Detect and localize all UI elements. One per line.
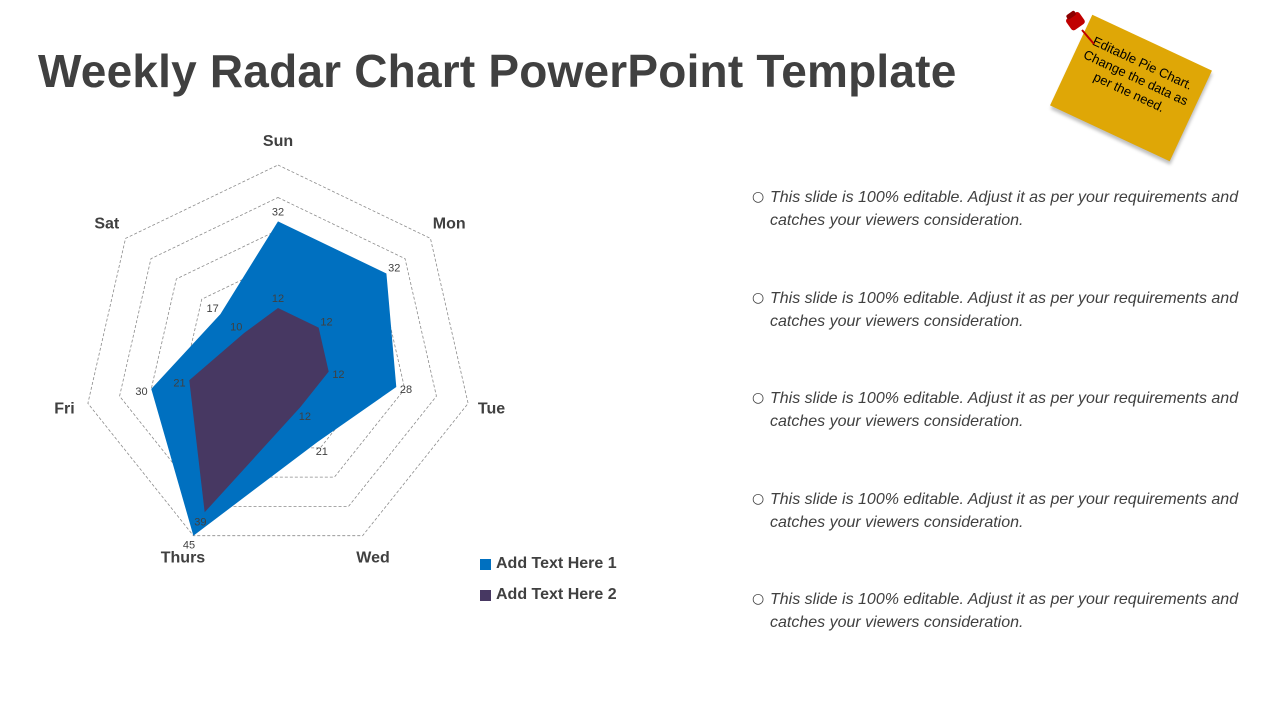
bullet-marker: ○ [752, 491, 765, 507]
bullet-marker: ○ [752, 591, 765, 607]
data-label: 28 [399, 384, 413, 397]
data-label: 32 [388, 262, 401, 275]
legend-label-series-1: Add Text Here 1 [496, 555, 617, 572]
category-label: Tue [477, 400, 506, 418]
bullet-text: This slide is 100% editable. Adjust it as per your requirements and catches your viewers consideration. [770, 591, 1239, 631]
legend-swatch-series-2 [480, 590, 491, 601]
data-label: 32 [271, 206, 285, 219]
bullet-marker: ○ [752, 189, 765, 205]
data-label: 21 [173, 377, 186, 390]
bullet-text: This slide is 100% editable. Adjust it as per your requirements and catches your viewers consideration. [770, 390, 1239, 430]
bullet-marker: ○ [752, 390, 765, 406]
bullet-item [752, 387, 1252, 433]
bullet-item [752, 588, 1252, 634]
bullet-item [752, 488, 1252, 534]
category-label: Sat [94, 215, 120, 233]
radar-chart [54, 133, 506, 610]
legend-item-series-2 [480, 586, 617, 604]
data-label: 12 [298, 410, 312, 423]
bullet-text: This slide is 100% editable. Adjust it as per your requirements and catches your viewers consideration. [770, 189, 1239, 229]
data-label: 10 [230, 321, 243, 334]
data-label: 12 [332, 368, 345, 381]
bullet-marker: ○ [752, 290, 765, 306]
legend-label-series-2: Add Text Here 2 [496, 586, 617, 603]
data-label: 12 [271, 293, 285, 305]
legend-swatch-series-1 [480, 559, 491, 570]
sticky-note-text: Editable Pie Chart. Change the data as per the need. [1081, 33, 1195, 116]
bullet-text: This slide is 100% editable. Adjust it as per your requirements and catches your viewers consideration. [770, 290, 1239, 330]
bullet-text: This slide is 100% editable. Adjust it as per your requirements and catches your viewers consideration. [770, 491, 1239, 531]
data-label: 30 [135, 386, 148, 399]
bullet-item [752, 287, 1252, 333]
category-label: Wed [356, 549, 390, 567]
category-label: Fri [54, 400, 75, 418]
data-label: 17 [206, 302, 219, 315]
category-label: Thurs [160, 549, 206, 567]
push-pin-icon [1062, 8, 1102, 48]
page-title: Weekly Radar Chart PowerPoint Template [38, 45, 957, 97]
data-label: 39 [194, 516, 207, 529]
data-label: 21 [315, 445, 328, 458]
data-label: 45 [182, 539, 196, 552]
category-label: Mon [432, 215, 466, 233]
data-label: 12 [320, 316, 333, 329]
legend-item-series-1 [480, 555, 617, 573]
bullet-item [752, 186, 1252, 232]
category-label: Sun [262, 133, 294, 150]
